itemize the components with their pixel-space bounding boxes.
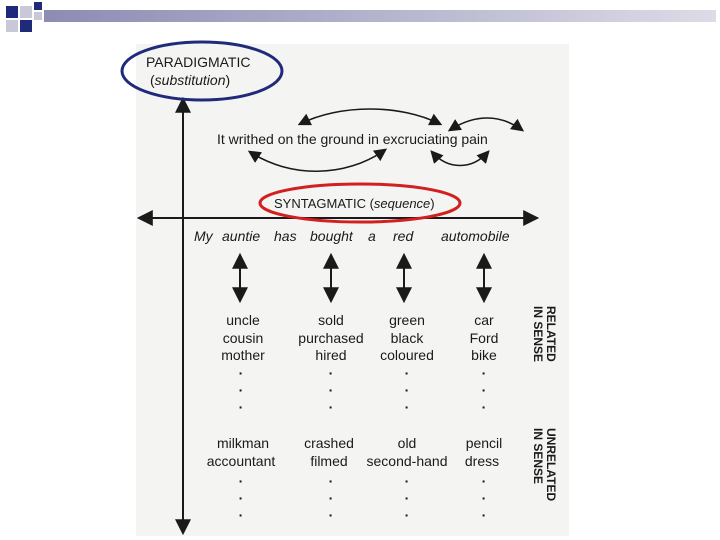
related-word: Ford	[469, 330, 499, 346]
ellipsis-dot: ·	[481, 365, 487, 381]
unrelated-word: dress	[464, 453, 500, 469]
sequence-arc	[300, 109, 440, 124]
ellipsis-dot: ·	[481, 382, 487, 398]
ellipsis-dot: ·	[481, 399, 487, 415]
unrelated-word: second-hand	[366, 453, 448, 469]
related-word: coloured	[380, 347, 434, 363]
unrelated-in-sense-label: UNRELATED IN SENSE	[531, 428, 558, 502]
sequence-arc	[450, 118, 522, 130]
unrelated-word: old	[397, 435, 417, 451]
sentence-word: a	[368, 228, 376, 244]
paradigmatic-title: PARADIGMATIC	[146, 54, 251, 70]
ellipsis-dot: ·	[328, 507, 334, 523]
unrelated-word: milkman	[216, 435, 270, 451]
ellipsis-dot: ·	[328, 490, 334, 506]
ellipsis-dot: ·	[328, 382, 334, 398]
sentence-word: automobile	[441, 228, 510, 244]
unrelated-word: crashed	[304, 435, 354, 451]
sequence-arc	[250, 150, 385, 171]
example-sentence: It writhed on the ground in excruciating pain	[217, 131, 488, 147]
ellipsis-dot: ·	[404, 365, 410, 381]
ellipsis-dot: ·	[404, 399, 410, 415]
related-word: mother	[221, 347, 265, 363]
sentence-word: My	[194, 228, 213, 244]
sentence-word: has	[274, 228, 297, 244]
ellipsis-dot: ·	[328, 365, 334, 381]
ellipsis-dot: ·	[404, 490, 410, 506]
related-word: black	[390, 330, 424, 346]
unrelated-word: pencil	[465, 435, 503, 451]
sentence-word: auntie	[222, 228, 261, 244]
related-word: purchased	[298, 330, 364, 346]
related-word: car	[474, 312, 494, 328]
related-in-sense-label: RELATED IN SENSE	[531, 306, 558, 363]
related-word: cousin	[222, 330, 264, 346]
ellipsis-dot: ·	[238, 473, 244, 489]
unrelated-word: filmed	[310, 453, 348, 469]
related-word: sold	[318, 312, 344, 328]
sentence-word: bought	[310, 228, 353, 244]
ellipsis-dot: ·	[404, 473, 410, 489]
ellipsis-dot: ·	[238, 507, 244, 523]
ellipsis-dot: ·	[481, 473, 487, 489]
related-word: bike	[471, 347, 497, 363]
ellipsis-dot: ·	[238, 399, 244, 415]
ellipsis-dot: ·	[404, 382, 410, 398]
paradigmatic-highlight	[122, 42, 282, 100]
paradigmatic-subtitle: (substitution)	[150, 72, 231, 88]
ellipsis-dot: ·	[328, 473, 334, 489]
ellipsis-dot: ·	[328, 399, 334, 415]
sequence-arc	[432, 152, 488, 166]
ellipsis-dot: ·	[238, 490, 244, 506]
unrelated-word: accountant	[206, 453, 276, 469]
ellipsis-dot: ·	[481, 490, 487, 506]
ellipsis-dot: ·	[481, 507, 487, 523]
sentence-word: red	[393, 228, 414, 244]
syntagmatic-title: SYNTAGMATIC (sequence)	[274, 196, 435, 211]
related-word: uncle	[226, 312, 260, 328]
ellipsis-dot: ·	[238, 382, 244, 398]
related-word: hired	[315, 347, 347, 363]
ellipsis-dot: ·	[404, 507, 410, 523]
ellipsis-dot: ·	[238, 365, 244, 381]
related-word: green	[389, 312, 425, 328]
